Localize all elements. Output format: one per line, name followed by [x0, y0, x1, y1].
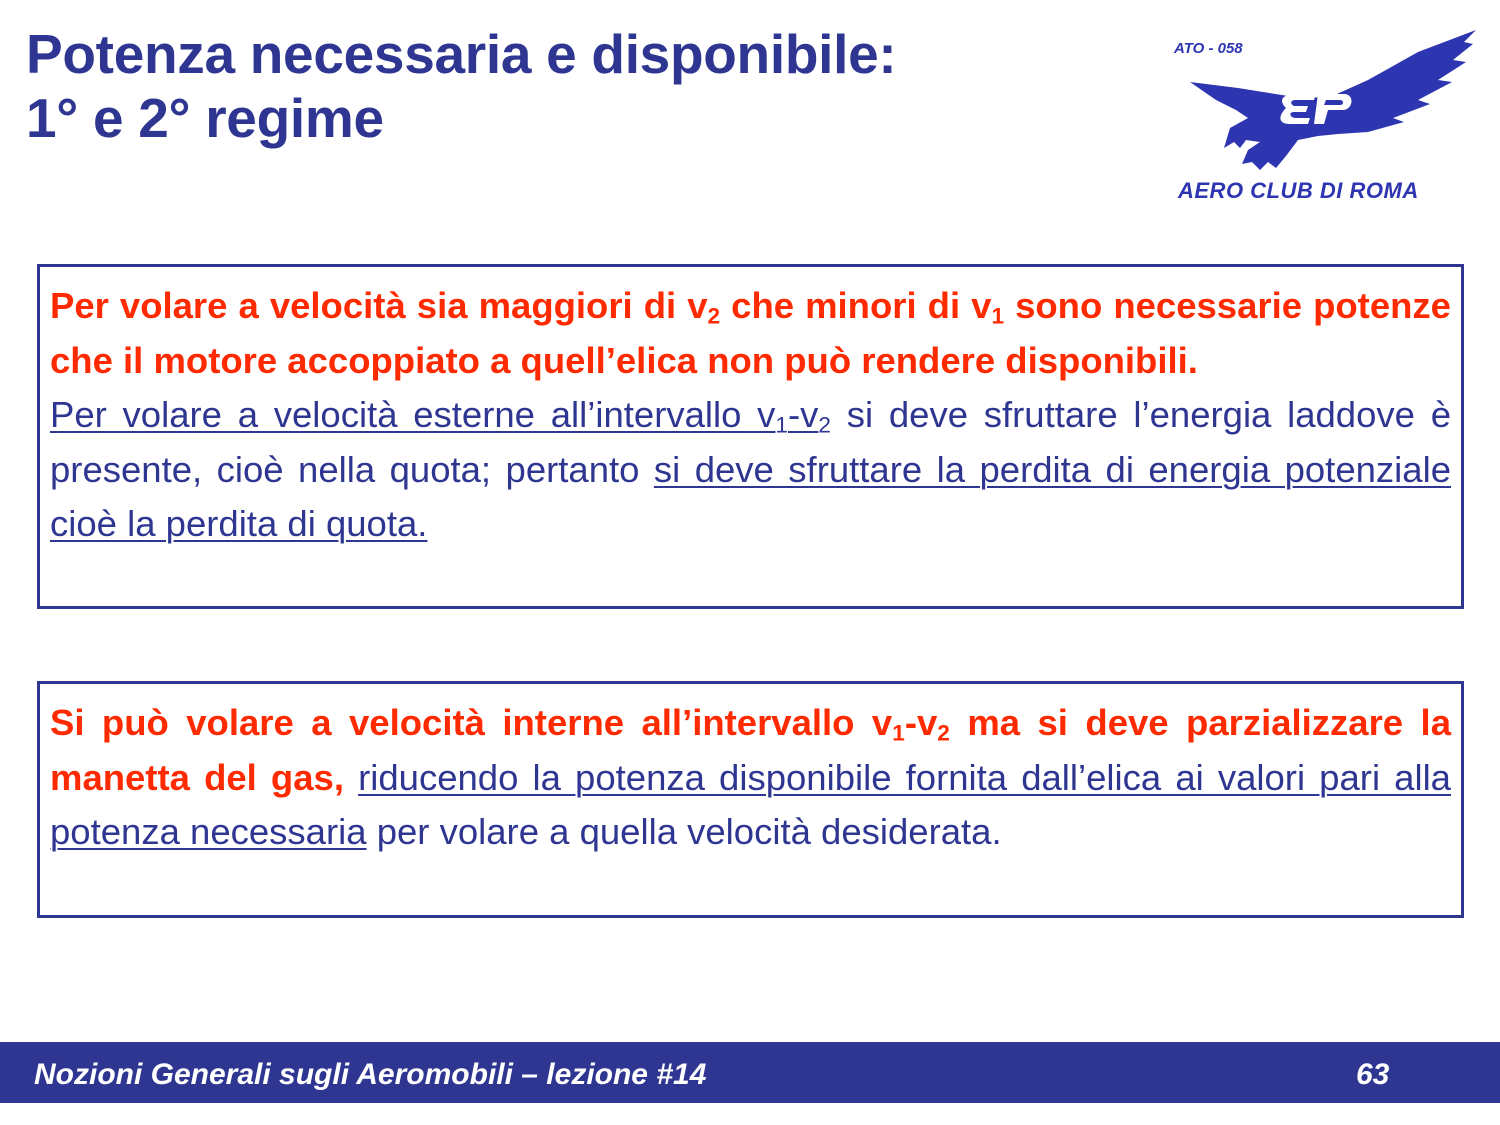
text: Per volare a velocità sia maggiori di v — [50, 285, 708, 326]
page-number: 63 — [1356, 1058, 1390, 1091]
slide-title-line-2: 1° e 2° regime — [26, 87, 384, 149]
logo-code: ATO - 058 — [1174, 40, 1243, 57]
logo-club-name: AERO CLUB DI ROMA — [1178, 178, 1419, 203]
underlined-text — [50, 394, 832, 438]
text: ma si deve parzializzare la manetta del gas, — [50, 702, 1451, 798]
subscript: 1 — [892, 720, 905, 746]
subscript: 2 — [937, 720, 950, 746]
text-box-outside-interval — [37, 264, 1464, 609]
subscript: 1 — [775, 412, 789, 438]
slide-title — [26, 22, 896, 150]
aero-club-logo — [1168, 30, 1482, 210]
text: -v — [788, 394, 819, 435]
underlined-text: riducendo la potenza disponibile fornita dall’elica ai valori pari alla potenza necessaria — [50, 756, 1451, 852]
subscript: 1 — [991, 303, 1005, 329]
underlined-text: si deve sfruttare la perdita di energia potenziale cioè la perdita di quota. — [50, 448, 1451, 544]
text: Per volare a velocità esterne all’intervallo v — [50, 394, 776, 435]
spacer — [344, 757, 358, 798]
body-text: si deve sfruttare l’energia laddove è presente, cioè nella quota; pertanto — [50, 394, 1451, 490]
text: -v — [904, 702, 938, 743]
footer-bar — [0, 1042, 1500, 1103]
text: Si può volare a velocità interne all’intervallo v — [50, 702, 893, 743]
slide-title-line-1: Potenza necessaria e disponibile: — [26, 23, 897, 85]
subscript: 2 — [818, 412, 832, 438]
subscript: 2 — [707, 303, 721, 329]
body-text: per volare a quella velocità desiderata. — [366, 811, 1002, 852]
text: che minori di v — [720, 285, 992, 326]
emphasis-statement — [50, 285, 1451, 381]
text: sono necessarie potenze che il motore accoppiato a quell’elica non può rendere disponibili. — [50, 285, 1451, 381]
course-title: Nozioni Generali sugli Aeromobili – lezione #14 — [34, 1058, 707, 1091]
text-box-inside-interval — [37, 681, 1464, 918]
